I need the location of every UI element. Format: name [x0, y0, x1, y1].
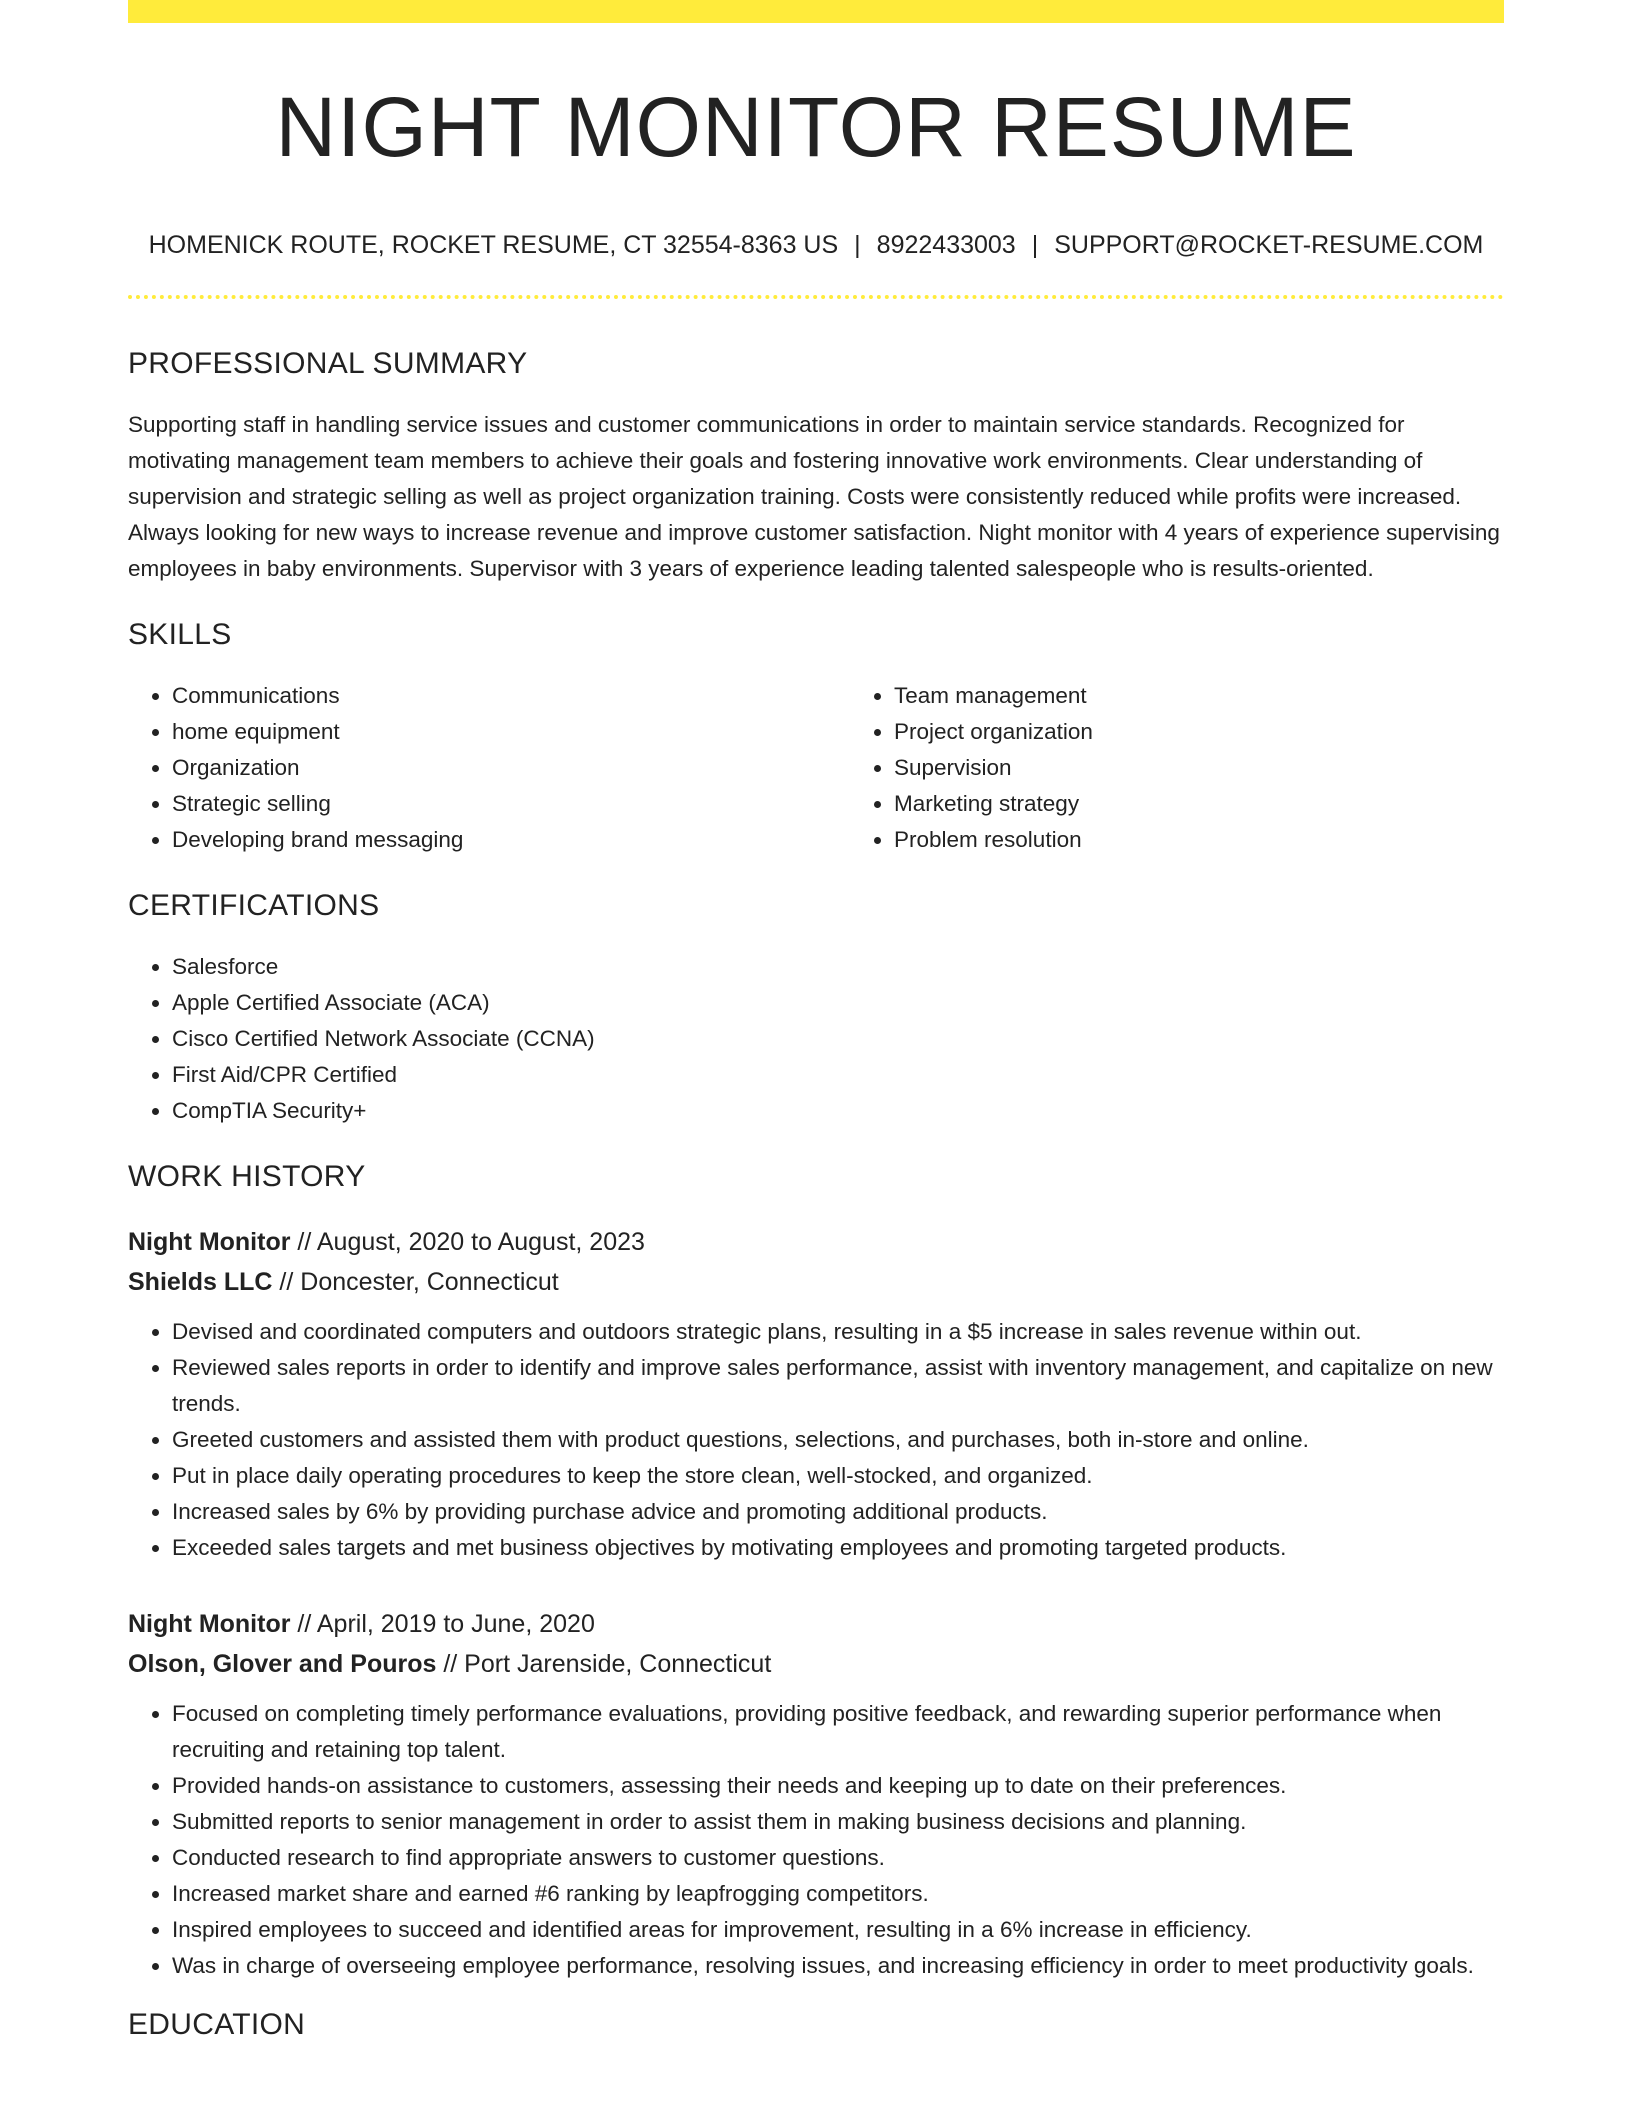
certifications-heading: CERTIFICATIONS	[128, 889, 380, 922]
job-bullet: • Increased sales by 6% by providing purchase advice and promoting additional products.	[172, 1494, 1504, 1530]
resume-page	[128, 0, 1504, 2040]
contact-address: HOMENICK ROUTE, ROCKET RESUME, CT 32554-8363 US	[148, 231, 839, 259]
job-title-line	[128, 1604, 1504, 1644]
job-dates: // April, 2019 to June, 2020	[297, 1610, 595, 1638]
skills-section	[128, 620, 1504, 858]
dotted-divider	[128, 295, 1504, 299]
resume-title: NIGHT MONITOR RESUME	[275, 80, 1357, 174]
skill-item: • Strategic selling	[172, 786, 850, 822]
certifications-section	[128, 891, 1504, 1129]
skills-right-list	[850, 678, 1093, 858]
skill-item: • Organization	[172, 750, 850, 786]
summary-text: Supporting staff in handling service issues and customer communications in order to maintain service standards. Recognized for motivating management team members to achieve their goals and fostering innovative work environments. Clear understanding of supervision and strategic selling as well as project organization training. Costs were consistently reduced while profits were increased. Always looking for new ways to increase revenue and improve customer satisfaction. Night monitor with 4 years of experience supervising employees in baby environments. Supervisor with 3 years of experience leading talented salespeople who is results-oriented.	[128, 412, 1500, 581]
skills-heading: SKILLS	[128, 618, 232, 651]
summary-section	[128, 349, 1504, 587]
job-bullet: • Exceeded sales targets and met business objectives by motivating employees and promoting targeted products.	[172, 1530, 1504, 1566]
certification-item: • First Aid/CPR Certified	[172, 1057, 1504, 1093]
certification-item: • Cisco Certified Network Associate (CCNA)	[172, 1021, 1504, 1057]
skill-item: • Communications	[172, 678, 850, 714]
certification-item: • CompTIA Security+	[172, 1093, 1504, 1129]
job-entry	[128, 1604, 1504, 1984]
summary-heading: PROFESSIONAL SUMMARY	[128, 347, 528, 380]
contact-email: SUPPORT@ROCKET-RESUME.COM	[1054, 231, 1484, 259]
certifications-list	[128, 949, 1504, 1129]
job-bullet: • Devised and coordinated computers and outdoors strategic plans, resulting in a $5 increase in sales revenue within out.	[172, 1314, 1504, 1350]
contact-separator: |	[1031, 231, 1039, 259]
job-company-line	[128, 1644, 1504, 1684]
job-bullet: • Conducted research to find appropriate answers to customer questions.	[172, 1840, 1504, 1876]
work-history-section	[128, 1162, 1504, 1984]
job-bullet: • Was in charge of overseeing employee performance, resolving issues, and increasing efficiency in order to meet productivity goals.	[172, 1948, 1504, 1984]
job-bullets	[128, 1314, 1504, 1566]
job-location: // Doncester, Connecticut	[279, 1268, 559, 1296]
skills-columns	[128, 678, 1504, 858]
contact-phone: 8922433003	[876, 231, 1016, 259]
top-accent-bar	[128, 0, 1504, 23]
contact-line	[128, 233, 1504, 258]
job-bullet: • Put in place daily operating procedures to keep the store clean, well-stocked, and organized.	[172, 1458, 1504, 1494]
job-bullet: • Focused on completing timely performance evaluations, providing positive feedback, and rewarding superior performance when recruiting and retaining top talent.	[172, 1696, 1504, 1768]
job-entry	[128, 1222, 1504, 1566]
skill-item: • Developing brand messaging	[172, 822, 850, 858]
skill-item: • home equipment	[172, 714, 850, 750]
work-history-heading: WORK HISTORY	[128, 1160, 366, 1193]
certification-item: • Salesforce	[172, 949, 1504, 985]
job-company: Shields LLC	[128, 1268, 273, 1296]
job-bullet: • Submitted reports to senior management in order to assist them in making business decisions and planning.	[172, 1804, 1504, 1840]
job-company-line	[128, 1262, 1504, 1302]
skill-item: • Problem resolution	[894, 822, 1093, 858]
job-bullet: • Greeted customers and assisted them with product questions, selections, and purchases, both in-store and online.	[172, 1422, 1504, 1458]
skills-left-list	[128, 678, 850, 858]
job-company: Olson, Glover and Pouros	[128, 1650, 437, 1678]
job-role: Night Monitor	[128, 1228, 291, 1256]
skill-item: • Marketing strategy	[894, 786, 1093, 822]
job-location: // Port Jarenside, Connecticut	[443, 1650, 772, 1678]
job-bullet: • Provided hands-on assistance to customers, assessing their needs and keeping up to date on their preferences.	[172, 1768, 1504, 1804]
education-section	[128, 2010, 1504, 2040]
job-dates: // August, 2020 to August, 2023	[297, 1228, 645, 1256]
job-bullet: • Reviewed sales reports in order to identify and improve sales performance, assist with inventory management, and capitalize on new trends.	[172, 1350, 1504, 1422]
job-bullet: • Inspired employees to succeed and identified areas for improvement, resulting in a 6% increase in efficiency.	[172, 1912, 1504, 1948]
skill-item: • Project organization	[894, 714, 1093, 750]
job-bullet: • Increased market share and earned #6 ranking by leapfrogging competitors.	[172, 1876, 1504, 1912]
contact-separator: |	[854, 231, 861, 259]
education-heading: EDUCATION	[128, 2008, 306, 2041]
certification-item: • Apple Certified Associate (ACA)	[172, 985, 1504, 1021]
job-bullets	[128, 1696, 1504, 1984]
job-role: Night Monitor	[128, 1610, 291, 1638]
skill-item: • Team management	[894, 678, 1093, 714]
skill-item: • Supervision	[894, 750, 1093, 786]
job-title-line	[128, 1222, 1504, 1262]
